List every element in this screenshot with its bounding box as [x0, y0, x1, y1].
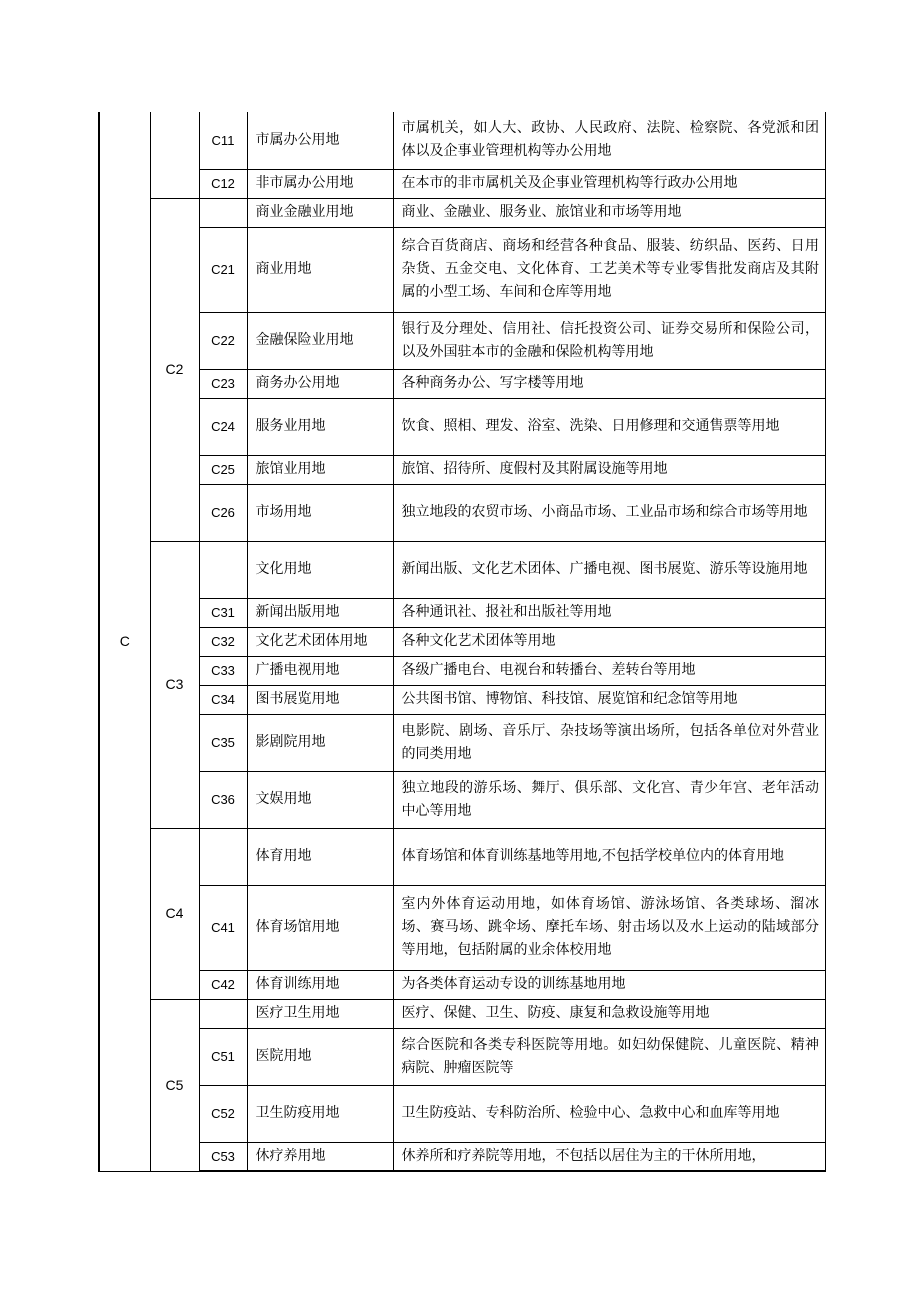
code-cell — [199, 541, 247, 598]
description-cell: 休养所和疗养院等用地，不包括以居住为主的干休所用地， — [393, 1142, 826, 1171]
name-cell: 市属办公用地 — [247, 112, 393, 169]
description-cell: 体育场馆和体育训练基地等用地,不包括学校单位内的体育用地 — [393, 828, 826, 885]
mid-class-cell: C5 — [150, 999, 199, 1171]
name-cell: 体育训练用地 — [247, 970, 393, 999]
description-cell: 独立地段的游乐场、舞厅、俱乐部、文化宫、青少年宫、老年活动中心等用地 — [393, 771, 826, 828]
code-cell: C35 — [199, 714, 247, 771]
name-cell: 新闻出版用地 — [247, 598, 393, 627]
description-cell: 饮食、照相、理发、浴室、洗染、日用修理和交通售票等用地 — [393, 398, 826, 455]
code-cell: C53 — [199, 1142, 247, 1171]
code-cell: C21 — [199, 227, 247, 312]
code-cell: C34 — [199, 685, 247, 714]
name-cell: 休疗养用地 — [247, 1142, 393, 1171]
name-cell: 图书展览用地 — [247, 685, 393, 714]
name-cell: 文化用地 — [247, 541, 393, 598]
description-cell: 为各类体育运动专设的训练基地用地 — [393, 970, 826, 999]
description-cell: 新闻出版、文化艺术团体、广播电视、图书展览、游乐等设施用地 — [393, 541, 826, 598]
description-cell: 综合百货商店、商场和经营各种食品、服装、纺织品、医药、日用杂货、五金交电、文化体育、工艺美术等专业零售批发商店及其附属的小型工场、车间和仓库等用地 — [393, 227, 826, 312]
description-cell: 卫生防疫站、专科防治所、检验中心、急救中心和血库等用地 — [393, 1085, 826, 1142]
description-cell: 医疗、保健、卫生、防疫、康复和急救设施等用地 — [393, 999, 826, 1028]
code-cell: C12 — [199, 169, 247, 198]
mid-class-cell: C3 — [150, 541, 199, 828]
code-cell: C11 — [199, 112, 247, 169]
code-cell: C23 — [199, 369, 247, 398]
description-cell: 旅馆、招待所、度假村及其附属设施等用地 — [393, 455, 826, 484]
code-cell: C51 — [199, 1028, 247, 1085]
code-cell: C33 — [199, 656, 247, 685]
code-cell — [199, 198, 247, 227]
description-cell: 在本市的非市属机关及企事业管理机构等行政办公用地 — [393, 169, 826, 198]
description-cell: 公共图书馆、博物馆、科技馆、展览馆和纪念馆等用地 — [393, 685, 826, 714]
code-cell — [199, 828, 247, 885]
description-cell: 各种文化艺术团体等用地 — [393, 627, 826, 656]
description-cell: 各级广播电台、电视台和转播台、差转台等用地 — [393, 656, 826, 685]
name-cell: 卫生防疫用地 — [247, 1085, 393, 1142]
description-cell: 市属机关，如人大、政协、人民政府、法院、检察院、各党派和团体以及企事业管理机构等办公用地 — [393, 112, 826, 169]
description-cell: 各种通讯社、报社和出版社等用地 — [393, 598, 826, 627]
code-cell: C22 — [199, 312, 247, 369]
major-class-cell: C — [99, 112, 150, 1171]
code-cell: C52 — [199, 1085, 247, 1142]
name-cell: 文娱用地 — [247, 771, 393, 828]
code-cell: C25 — [199, 455, 247, 484]
code-cell: C31 — [199, 598, 247, 627]
code-cell: C24 — [199, 398, 247, 455]
mid-class-cell: C4 — [150, 828, 199, 999]
name-cell: 服务业用地 — [247, 398, 393, 455]
code-cell: C26 — [199, 484, 247, 541]
code-cell: C36 — [199, 771, 247, 828]
name-cell: 旅馆业用地 — [247, 455, 393, 484]
name-cell: 医疗卫生用地 — [247, 999, 393, 1028]
name-cell: 市场用地 — [247, 484, 393, 541]
name-cell: 广播电视用地 — [247, 656, 393, 685]
land-use-classification-table — [98, 112, 826, 1172]
name-cell: 体育用地 — [247, 828, 393, 885]
code-cell: C42 — [199, 970, 247, 999]
name-cell: 文化艺术团体用地 — [247, 627, 393, 656]
mid-class-cell: C2 — [150, 198, 199, 541]
description-cell: 电影院、剧场、音乐厅、杂技场等演出场所，包括各单位对外营业的同类用地 — [393, 714, 826, 771]
description-cell: 各种商务办公、写字楼等用地 — [393, 369, 826, 398]
code-cell — [199, 999, 247, 1028]
name-cell: 商业用地 — [247, 227, 393, 312]
name-cell: 商业金融业用地 — [247, 198, 393, 227]
description-cell: 商业、金融业、服务业、旅馆业和市场等用地 — [393, 198, 826, 227]
description-cell: 银行及分理处、信用社、信托投资公司、证券交易所和保险公司，以及外国驻本市的金融和保险机构等用地 — [393, 312, 826, 369]
description-cell: 室内外体育运动用地，如体育场馆、游泳场馆、各类球场、溜冰场、赛马场、跳伞场、摩托车场、射击场以及水上运动的陆域部分等用地，包括附属的业余体校用地 — [393, 885, 826, 970]
name-cell: 体育场馆用地 — [247, 885, 393, 970]
name-cell: 影剧院用地 — [247, 714, 393, 771]
description-cell: 独立地段的农贸市场、小商品市场、工业品市场和综合市场等用地 — [393, 484, 826, 541]
name-cell: 医院用地 — [247, 1028, 393, 1085]
name-cell: 商务办公用地 — [247, 369, 393, 398]
name-cell: 金融保险业用地 — [247, 312, 393, 369]
code-cell: C32 — [199, 627, 247, 656]
code-cell: C41 — [199, 885, 247, 970]
description-cell: 综合医院和各类专科医院等用地。如妇幼保健院、儿童医院、精神病院、肿瘤医院等 — [393, 1028, 826, 1085]
mid-class-cell — [150, 112, 199, 198]
name-cell: 非市属办公用地 — [247, 169, 393, 198]
